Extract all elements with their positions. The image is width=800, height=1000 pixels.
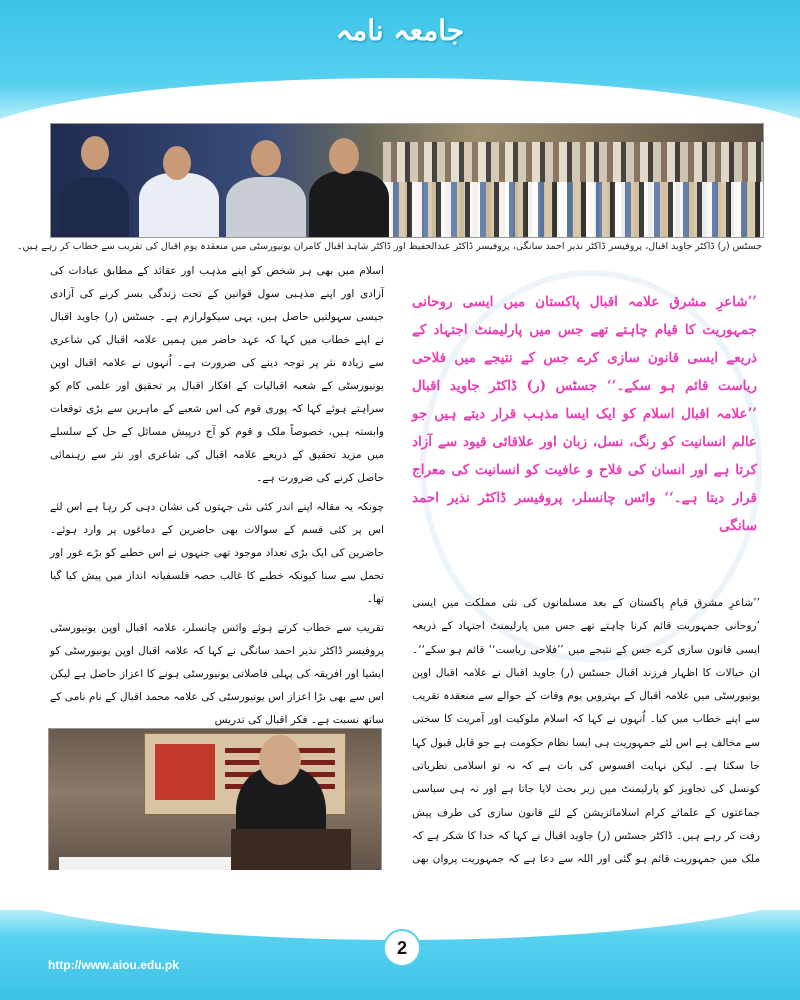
panel-person-4	[309, 171, 389, 237]
magazine-title: جامعہ نامہ	[335, 14, 465, 47]
panel-person-2-head	[163, 146, 191, 180]
pull-quote-text: ’’شاعرِ مشرق علامہ اقبال پاکستان میں ایسی روحانی جمہوریت کا قیام چاہتے تھے جس میں پارلیمنٹ اجتہاد کے ذریعے ایسی قانون سازی کرے جس کے نتیجے میں فلاحی ریاست قائم ہو سکے۔‘‘ جسٹس (ر) ڈاکٹر جاوید اقبال ’’علامہ اقبال اسلام کو ایک ایسا مذہب قرار دیتے ہیں جو عالم انسانیت کو رنگ، نسل، زبان اور علاقائی قیود سے آزاد کرتا ہے اور انسان کی فلاح و عافیت کو انسانیت کی معراج قرار دیتا ہے۔‘‘ وائس چانسلر، پروفیسر ڈاکٹر نذیر احمد سانگی	[412, 294, 757, 534]
left-paragraph-2: چونکہ یہ مقالہ اپنے اندر کئی نئی جہتوں کی نشان دہی کر رہا ہے اس لئے اس پر کئی قسم کے سوالات بھی حاضرین کے دماغوں پر وارد ہوئے۔ حاضرین کی ایک بڑی تعداد موجود تھی جنہوں نے اس خطبے کو بڑے غور اور تحمل سے سنا کیونکہ خطبے کا غالب حصہ فلسفیانہ انداز میں پیش کیا گیا تھا۔	[50, 501, 384, 605]
right-paragraph: ’’شاعرِ مشرق قیامِ پاکستان کے بعد مسلمانوں کی نئی مملکت میں ایسی ’روحانی جمہوریت قائم کرنا چاہتے تھے جس میں پارلیمنٹ اجتہاد کے ذریعہ ایسی قانون سازی کرے جس کے نتیجے میں ’’فلاحی ریاست‘‘ قائم ہو سکے‘‘۔ ان خیالات کا اظہار فرزند اقبال جسٹس (ر) جاوید اقبال نے علامہ اقبال اوپن یونیورسٹی میں علامہ اقبال کے بہترویں یوم وفات کے حوالے سے منعقدہ تقریب سے اپنے خطاب میں کیا۔ اُنہوں نے کہا کہ اسلام ملوکیت اور آمریت کا سختی سے مخالف ہے اس لئے جمہوریت ہی ایسا نظام حکومت ہے جو قابل قبول کہا جا سکتا ہے۔ لیکن نہایت افسوس کی بات ہے کہ نہ تو اسلامی نظریاتی کونسل کی تجاویز کو پارلیمنٹ میں زیر بحث لایا جاتا ہے اور نہ ہی سیاسی جماعتوں کے علمائے کرام اسلامائزیشن کے لئے قانون سازی کی طرف پیش رفت کر رہے ہیں۔ ڈاکٹر جسٹس (ر) جاوید اقبال نے کہا کہ خدا کا شکر ہے کہ ملک میں جمہوریت قائم ہو گئی اور اللہ سے دعا ہے کہ جمہوریت پروان بھی	[412, 597, 760, 866]
panel-person-2	[139, 173, 219, 237]
right-text-column	[412, 592, 760, 895]
pull-quote	[412, 288, 757, 540]
panel-person-1-head	[81, 136, 109, 170]
audience-crowd-front	[383, 182, 763, 237]
speaker-head	[259, 735, 301, 785]
panel-person-1	[59, 177, 129, 237]
panel-person-3-head	[251, 140, 281, 176]
left-text-column	[50, 260, 384, 738]
banner-portrait	[155, 744, 215, 800]
panel-person-4-head	[329, 138, 359, 174]
website-link[interactable]: http://www.aiou.edu.pk	[48, 958, 179, 972]
page-number: 2	[383, 929, 421, 967]
left-paragraph-3: تقریب سے خطاب کرتے ہوئے وائس چانسلر، علامہ اقبال اوپن یونیورسٹی پروفیسر ڈاکٹر نذیر احمد سانگی نے کہا کہ علامہ اقبال اوپن یونیورسٹی کو ایشیا اور افریقہ کی پہلی فاصلاتی یونیورسٹی ہونے کا اعزاز حاصل ہے لیکن اس سے بھی بڑا اعزاز اس یونیورسٹی کی علامہ محمد اقبال کے نام نامی کے ساتھ نسبت ہے۔ فکر اقبال کی تدریس	[50, 622, 384, 726]
panel-person-3	[226, 177, 306, 237]
event-photo-top	[50, 123, 764, 238]
top-photo-caption: جسٹس (ر) ڈاکٹر جاوید اقبال، پروفیسر ڈاکٹر نذیر احمد سانگی، پروفیسر ڈاکٹر عبدالحفیظ اور ڈاکٹر شاہد اقبال کامران یونیورسٹی میں منعقدہ یوم اقبال کی تقریب سے خطاب کر رہے ہیں۔	[16, 241, 762, 252]
left-paragraph-1: اسلام میں بھی ہر شخص کو اپنے مذہب اور عقائد کے مطابق عبادات کی آزادی اور اپنے مذہبی سول قوانین کے تحت زندگی بسر کرنے کی آزادی جیسی سہولتیں حاصل ہیں، یہی سیکولرازم ہے۔ جسٹس (ر) جاوید اقبال نے اپنے خطاب میں کہا کہ عہد حاضر میں ہمیں علامہ اقبال کی شاعری سے زیادہ نثر پر توجہ دینے کی ضرورت ہے۔ اُنہوں نے علامہ اقبال اوپن یونیورسٹی کے شعبہ اقبالیات کے افکار اقبال پر تحقیق اور علمی کام کو سراہتے ہوئے کہا کہ پوری قوم کی اس شعبے کے ماہرین سے بڑی توقعات وابستہ ہیں، خصوصاً ملک و قوم کو آج درپیش مسائل کے حل کے سلسلے میں مزید تحقیق کے ذریعے علامہ اقبال کی شاعری اور نثر سے رہنمائی حاصل کرنے کی ضرورت ہے۔	[50, 265, 384, 484]
